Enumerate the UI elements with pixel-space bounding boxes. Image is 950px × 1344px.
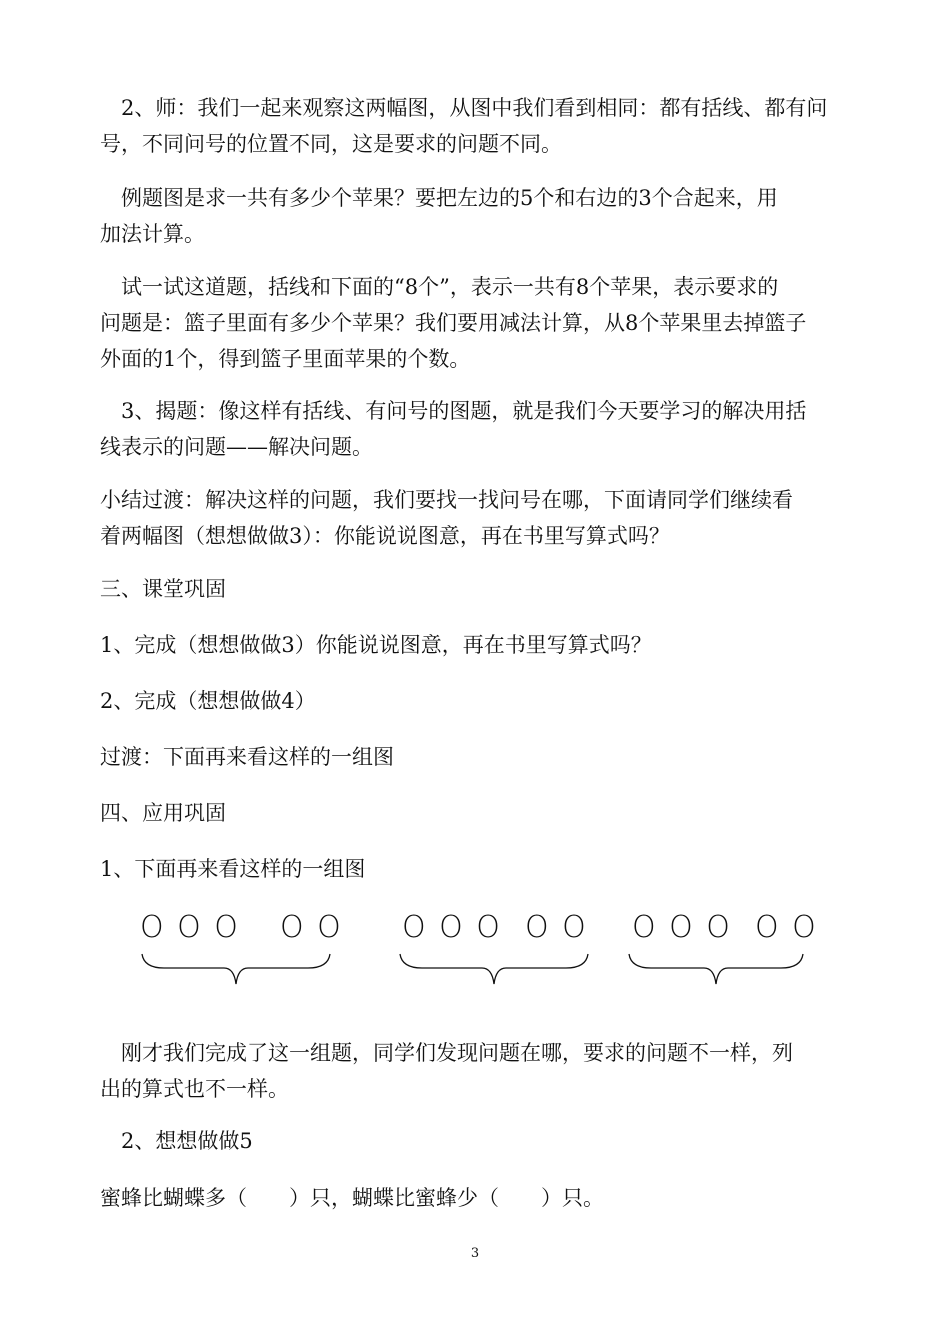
circle-group-2-right: O O — [525, 910, 588, 945]
section-heading-4: 四、应用巩固 — [100, 801, 226, 825]
circle-group-2-left: O O O — [402, 910, 502, 945]
text-line: 外面的1个，得到篮子里面苹果的个数。 — [100, 347, 471, 371]
circle-group-1-left: O O O — [140, 910, 240, 945]
circle-group-1-right: O O — [280, 910, 343, 945]
text-line: 着两幅图（想想做做3）：你能说说图意，再在书里写算式吗？ — [100, 524, 670, 548]
paragraph-11: 2、想想做做5 — [100, 1129, 253, 1153]
text-line: 出的算式也不一样。 — [100, 1077, 289, 1101]
text-line: 号，不同问号的位置不同，这是要求的问题不同。 — [100, 132, 562, 156]
section-heading-3: 三、课堂巩固 — [100, 577, 226, 601]
paragraph-5 — [100, 482, 852, 554]
text-line: 试一试这道题，括线和下面的“8个”，表示一共有8个苹果，表示要求的 — [100, 275, 779, 299]
text-line: 加法计算。 — [100, 222, 205, 246]
paragraph-2 — [100, 180, 852, 252]
text-line: 线表示的问题——解决问题。 — [100, 435, 373, 459]
brace-1 — [140, 948, 332, 988]
paragraph-9: 1、下面再来看这样的一组图 — [100, 857, 366, 881]
text-line: 刚才我们完成了这一组题，同学们发现问题在哪，要求的问题不一样，列 — [100, 1041, 793, 1065]
paragraph-10 — [100, 1035, 852, 1107]
circle-group-3-right: O O — [755, 910, 818, 945]
text-line: 3、揭题：像这样有括线、有问号的图题，就是我们今天要学习的解决用括 — [100, 399, 807, 423]
page-number: 3 — [470, 1246, 480, 1261]
paragraph-8: 过渡：下面再来看这样的一组图 — [100, 745, 394, 769]
text-line: 小结过渡：解决这样的问题，我们要找一找问号在哪，下面请同学们继续看 — [100, 488, 793, 512]
circle-group-3-left: O O O — [632, 910, 732, 945]
paragraph-6: 1、完成（想想做做3）你能说说图意，再在书里写算式吗？ — [100, 633, 652, 657]
paragraph-1 — [100, 90, 852, 162]
brace-3 — [627, 948, 805, 988]
text-line: 例题图是求一共有多少个苹果？要把左边的5个和右边的3个合起来，用 — [100, 186, 778, 210]
paragraph-12: 蜜蜂比蝴蝶多（ ）只，蝴蝶比蜜蜂少（ ）只。 — [100, 1186, 604, 1210]
text-line: 2、师：我们一起来观察这两幅图，从图中我们看到相同：都有括线、都有问 — [100, 96, 828, 120]
paragraph-3 — [100, 269, 852, 377]
brace-2 — [398, 948, 590, 988]
paragraph-7: 2、完成（想想做做4） — [100, 689, 316, 713]
text-line: 问题是：篮子里面有多少个苹果？我们要用减法计算，从8个苹果里去掉篮子 — [100, 311, 807, 335]
paragraph-4 — [100, 393, 852, 465]
